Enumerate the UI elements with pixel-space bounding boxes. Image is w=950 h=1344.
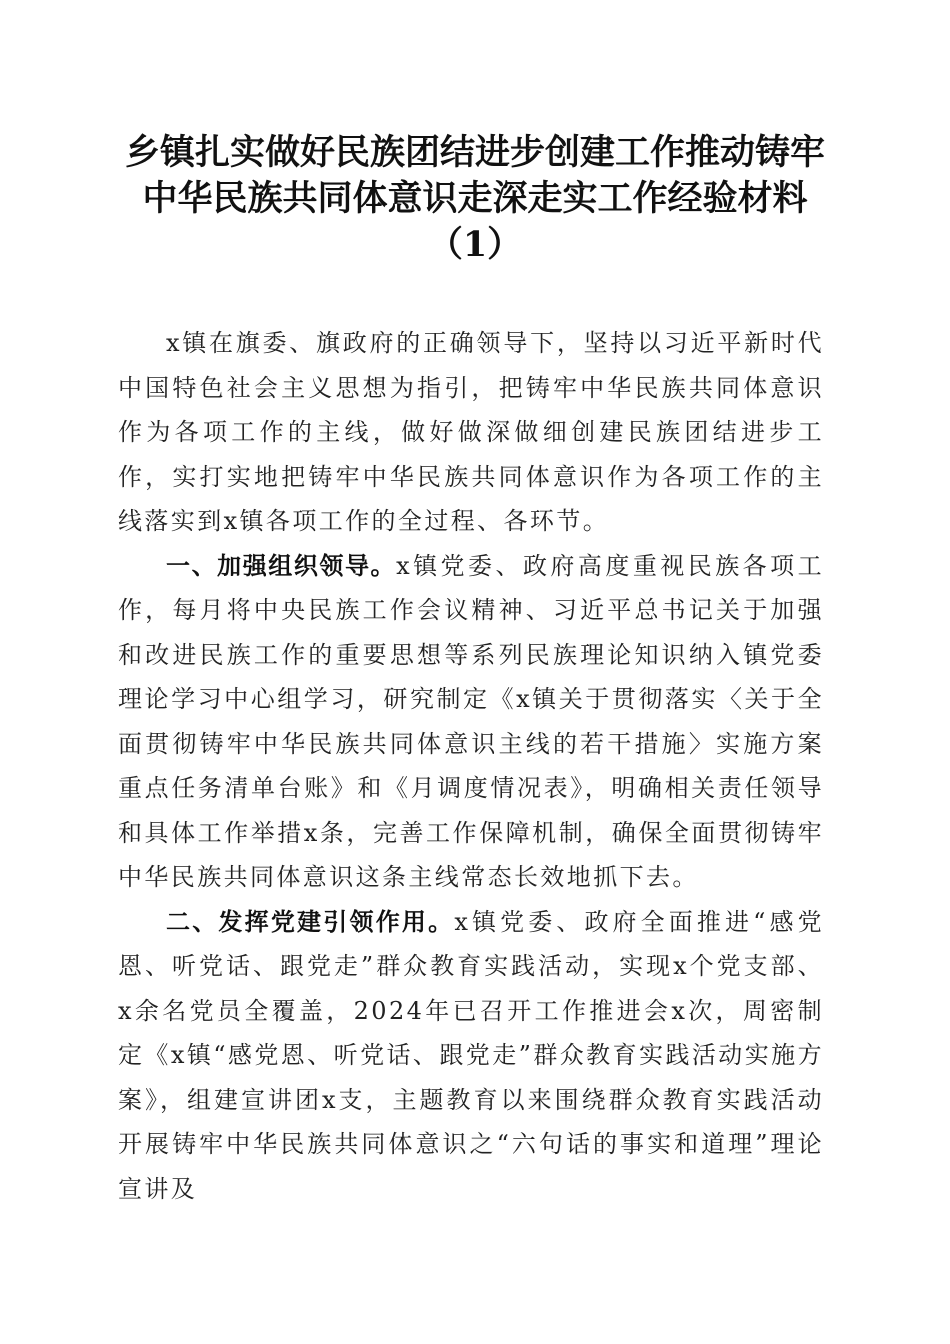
paragraph-text: x镇党委、政府高度重视民族各项工作，每月将中央民族工作会议精神、习近平总书记关于加强和改进民族工作的重要思想等系列民族理论知识纳入镇党委理论学习中心组学习，研究制定《x镇关于贯彻落实〈关于全面贯彻铸牢中华民族共同体意识主线的若干措施〉实施方案重点任务清单台账》和《月调度情况表》，明确相关责任领导和具体工作举措x条，完善工作保障机制，确保全面贯彻铸牢中华民族共同体意识这条主线常态长效地抓下去。 — [118, 551, 825, 891]
section-heading: 一、加强组织领导。 — [166, 551, 397, 580]
section-paragraph-1 — [118, 544, 824, 900]
title-line-1: 乡镇扎实做好民族团结进步创建工作推动铸牢 — [124, 132, 825, 173]
intro-paragraph — [118, 321, 824, 544]
document-body — [118, 321, 824, 1211]
paragraph-text: x镇在旗委、旗政府的正确领导下，坚持以习近平新时代中国特色社会主义思想为指引，把铸牢中华民族共同体意识作为各项工作的主线，做好做深做细创建民族团结进步工作，实打实地把铸牢中华民族共同体意识作为各项工作的主线落实到x镇各项工作的全过程、各环节。 — [118, 329, 824, 535]
paragraph-text: x镇党委、政府全面推进“感党恩、听党话、跟党走”群众教育实践活动，实现x个党支部、x余名党员全覆盖，2024年已召开工作推进会x次，周密制定《x镇“感党恩、听党话、跟党走”群众教育实践活动实施方案》，组建宣讲团x支，主题教育以来围绕群众教育实践活动开展铸牢中华民族共同体意识之“六句话的事实和道理”理论宣讲及 — [118, 907, 825, 1203]
section-heading: 二、发挥党建引领作用。 — [166, 907, 455, 936]
title-line-3: （1） — [427, 224, 523, 265]
document-title — [100, 130, 850, 268]
title-line-2: 中华民族共同体意识走深走实工作经验材料 — [142, 178, 808, 219]
section-paragraph-2 — [118, 900, 824, 1212]
